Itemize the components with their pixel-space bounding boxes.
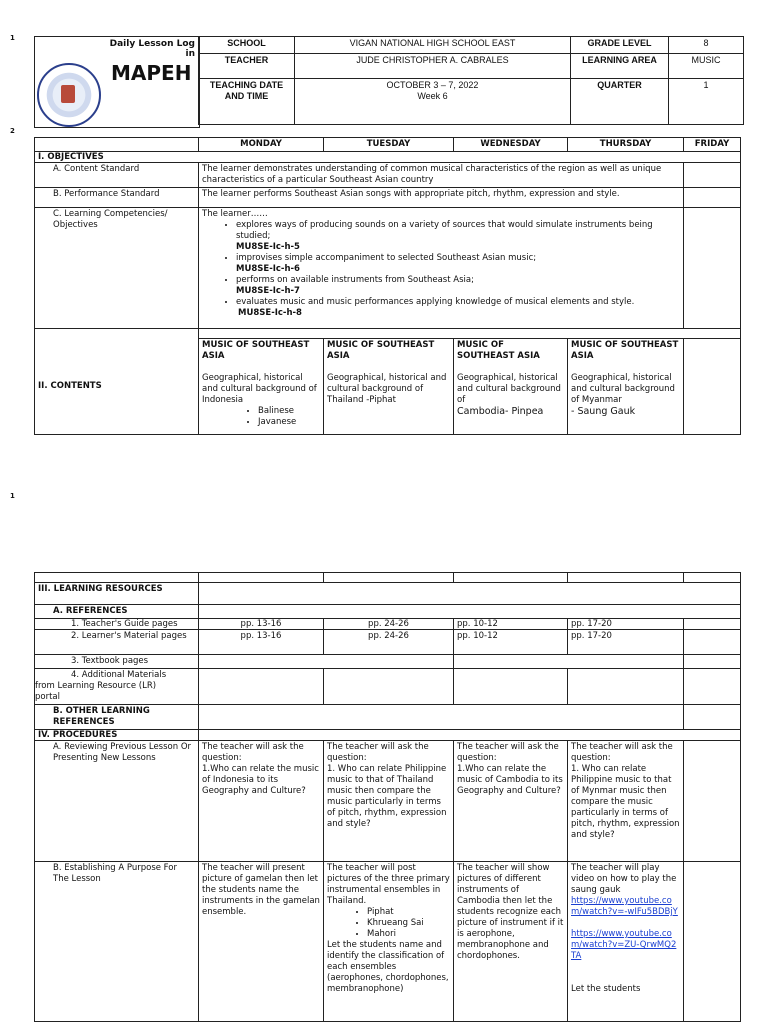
procedure-a-tuesday: The teacher will ask the question: 1. Who can relate Philippine music to that of Thailand music then compare the music particularly in terms of pitch, rhythm, expression and style? bbox=[324, 741, 454, 862]
procedure-b-monday: The teacher will present picture of gamelan then let the students name the instruments in the gamelan ensemble. bbox=[199, 862, 324, 1022]
textbook-label: 3. Textbook pages bbox=[35, 655, 199, 669]
quarter-value: 1 bbox=[669, 79, 744, 125]
competency-code: MU8SE-Ic-h-6 bbox=[236, 264, 300, 274]
date-label: TEACHING DATE AND TIME bbox=[199, 79, 295, 125]
objectives-heading: I. OBJECTIVES bbox=[35, 152, 741, 163]
grade-value: 8 bbox=[669, 37, 744, 54]
purpose-label: B. Establishing A Purpose For The Lesson bbox=[35, 862, 199, 1022]
header-table bbox=[198, 36, 744, 125]
procedure-a-thursday: The teacher will ask the question: 1. Who can relate Philippine music to that of Mynmar music then compare the music particularly in terms of pitch, rhythm, expression and style? bbox=[568, 741, 684, 862]
reviewing-label: A. Reviewing Previous Lesson Or Presenting New Lessons bbox=[35, 741, 199, 862]
contents-wednesday: MUSIC OF SOUTHEAST ASIA Geographical, historical and cultural background of Cambodia- Pinpea bbox=[454, 339, 568, 435]
area-value: MUSIC bbox=[669, 54, 744, 79]
day-wednesday: WEDNESDAY bbox=[454, 138, 568, 152]
page-marker: 1 bbox=[10, 492, 15, 500]
list-item: • performs on available instruments from Southeast Asia; bbox=[236, 275, 680, 286]
contents-heading: II. CONTENTS bbox=[35, 339, 199, 435]
content-standard-text: The learner demonstrates understanding of common musical characteristics of the region as well as unique characteristics of a particular Southeast Asian country bbox=[199, 163, 684, 188]
additional-materials-label: 4. Additional Materials from Learning Resource (LR) portal bbox=[35, 669, 199, 705]
subject-title: MAPEH bbox=[111, 61, 192, 85]
resources-table: III. LEARNING RESOURCES A. REFERENCES 1. Teacher's Guide pages pp. 13-16 pp. 24-26 pp. 10-12 pp. 17-20 2. Learner's Material pages pp. 13-16 pp. 24-26 pp. 10-12 pp. 17-20 3. Textbook pages 4. Additional Materials from Learning Resource (LR) portal B. OTHER LEARNING REFERENCES IV. PROCEDURES A. Reviewing Previous Lesson Or Presenting New Lessons The teacher will ask the question: 1.Who can relate the music of Indonesia to its Geography and Culture? The teacher will ask the question: 1. Who can relate Philippine music to that of Thailand music then compare the music particularly in terms of pitch, rhythm, expression and style? The teacher will ask the question: 1.Who can relate the music of Cambodia to its Geography and Culture? The teacher will ask the question: 1. Who can relate Philippine music to that of Mynmar music then compare the music particularly in terms of pitch, rhythm, expression and style? B. Establishing A Purpose For The Lesson The teacher will present picture of gamelan then let the students name the instruments in the gamelan ensemble. The teacher will post pictures of the three primary instrumental ensembles in Thailand. • Piphat • Khrueang Sai • Mahori Let the students name and identify the classification of each ensembles (aerophones, chordophones, membranophone) The teacher will show pictures of different instruments of Cambodia then let the students recognize each picture of instrument if it is aerophone, membranophone and chordophones. The teacher will play video on how to play the saung gauk https://www.youtube.com/watch?v=-wIFu5BDBjY https://www.youtube.com/watch?v=ZU-QrwMQ2TA Let the students bbox=[34, 572, 741, 1022]
competencies-cell: The learner…… • explores ways of producing sounds on a variety of sources that would simulate instruments being studied; MU8SE-Ic-h-5 • improvises simple accompaniment to selected Southeast Asian music; MU8SE-Ic-h-6 • performs on available instruments from Southeast Asia; MU8SE-Ic-h-7 • evaluates music and music performances applying knowledge of musical elements and style. MU8SE-Ic-h-8 bbox=[199, 208, 684, 329]
list-item: • improvises simple accompaniment to selected Southeast Asian music; bbox=[236, 253, 680, 264]
grade-label: GRADE LEVEL bbox=[571, 37, 669, 54]
procedure-b-tuesday: The teacher will post pictures of the three primary instrumental ensembles in Thailand. • Piphat • Khrueang Sai • Mahori Let the students name and identify the classification of each ensembles (aerophones, chordophones, membranophone) bbox=[324, 862, 454, 1022]
quarter-label: QUARTER bbox=[571, 79, 669, 125]
procedure-b-wednesday: The teacher will show pictures of different instruments of Cambodia then let the students recognize each picture of instrument if it is aerophone, membranophone and chordophones. bbox=[454, 862, 568, 1022]
school-label: SCHOOL bbox=[199, 37, 295, 54]
list-item: • Javanese bbox=[258, 417, 320, 428]
area-label: LEARNING AREA bbox=[571, 54, 669, 79]
contents-thursday: MUSIC OF SOUTHEAST ASIA Geographical, historical and cultural background of Myanmar - Saung Gauk bbox=[568, 339, 684, 435]
other-references-heading: B. OTHER LEARNING REFERENCES bbox=[35, 705, 199, 730]
list-item: • evaluates music and music performances applying knowledge of musical elements and style. bbox=[236, 297, 680, 308]
objectives-table bbox=[34, 137, 741, 435]
school-value: VIGAN NATIONAL HIGH SCHOOL EAST bbox=[295, 37, 571, 54]
competency-code: MU8SE-Ic-h-5 bbox=[236, 242, 300, 252]
deped-seal-icon bbox=[37, 63, 101, 127]
content-standard-label: A. Content Standard bbox=[35, 163, 199, 188]
page-marker: 2 bbox=[10, 127, 15, 135]
contents-monday: MUSIC OF SOUTHEAST ASIA Geographical, historical and cultural background of Indonesia • Balinese • Javanese bbox=[199, 339, 324, 435]
video-link[interactable]: https://www.youtube.com/watch?v=ZU-QrwMQ2TA bbox=[571, 929, 677, 961]
day-tuesday: TUESDAY bbox=[324, 138, 454, 152]
dll-title: Daily Lesson Log in bbox=[109, 39, 195, 59]
references-heading: A. REFERENCES bbox=[35, 605, 199, 619]
day-thursday: THURSDAY bbox=[568, 138, 684, 152]
procedure-a-monday: The teacher will ask the question: 1.Who can relate the music of Indonesia to its Geography and Culture? bbox=[199, 741, 324, 862]
resources-heading: III. LEARNING RESOURCES bbox=[35, 583, 199, 605]
list-item: • Khrueang Sai bbox=[367, 918, 450, 929]
tg-label: 1. Teacher's Guide pages bbox=[35, 619, 199, 630]
procedures-heading: IV. PROCEDURES bbox=[35, 730, 199, 741]
list-item: • Balinese bbox=[258, 406, 320, 417]
list-item: • explores ways of producing sounds on a variety of sources that would simulate instruments being studied; bbox=[236, 220, 680, 242]
title-block bbox=[34, 36, 200, 128]
day-friday: FRIDAY bbox=[684, 138, 741, 152]
contents-tuesday: MUSIC OF SOUTHEAST ASIA Geographical, historical and cultural background of Thailand -Piphat bbox=[324, 339, 454, 435]
procedure-a-wednesday: The teacher will ask the question: 1.Who can relate the music of Cambodia to its Geography and Culture? bbox=[454, 741, 568, 862]
date-value: OCTOBER 3 – 7, 2022 Week 6 bbox=[295, 79, 571, 125]
teacher-value: JUDE CHRISTOPHER A. CABRALES bbox=[295, 54, 571, 79]
video-link[interactable]: https://www.youtube.com/watch?v=-wIFu5BDBjY bbox=[571, 896, 678, 917]
competency-code: MU8SE-Ic-h-7 bbox=[236, 286, 300, 296]
list-item: • Mahori bbox=[367, 929, 450, 940]
procedure-b-thursday: The teacher will play video on how to play the saung gauk https://www.youtube.com/watch?v=-wIFu5BDBjY https://www.youtube.com/watch?v=ZU-QrwMQ2TA Let the students bbox=[568, 862, 684, 1022]
competency-code: MU8SE-Ic-h-8 bbox=[238, 308, 302, 318]
teacher-label: TEACHER bbox=[199, 54, 295, 79]
list-item: • Piphat bbox=[367, 907, 450, 918]
performance-standard-label: B. Performance Standard bbox=[35, 188, 199, 208]
page-marker: 1 bbox=[10, 34, 15, 42]
lm-label: 2. Learner's Material pages bbox=[35, 630, 199, 655]
competencies-label: C. Learning Competencies/ Objectives bbox=[35, 208, 199, 329]
day-monday: MONDAY bbox=[199, 138, 324, 152]
competency-list bbox=[202, 220, 680, 242]
performance-standard-text: The learner performs Southeast Asian songs with appropriate pitch, rhythm, expression and style. bbox=[199, 188, 684, 208]
